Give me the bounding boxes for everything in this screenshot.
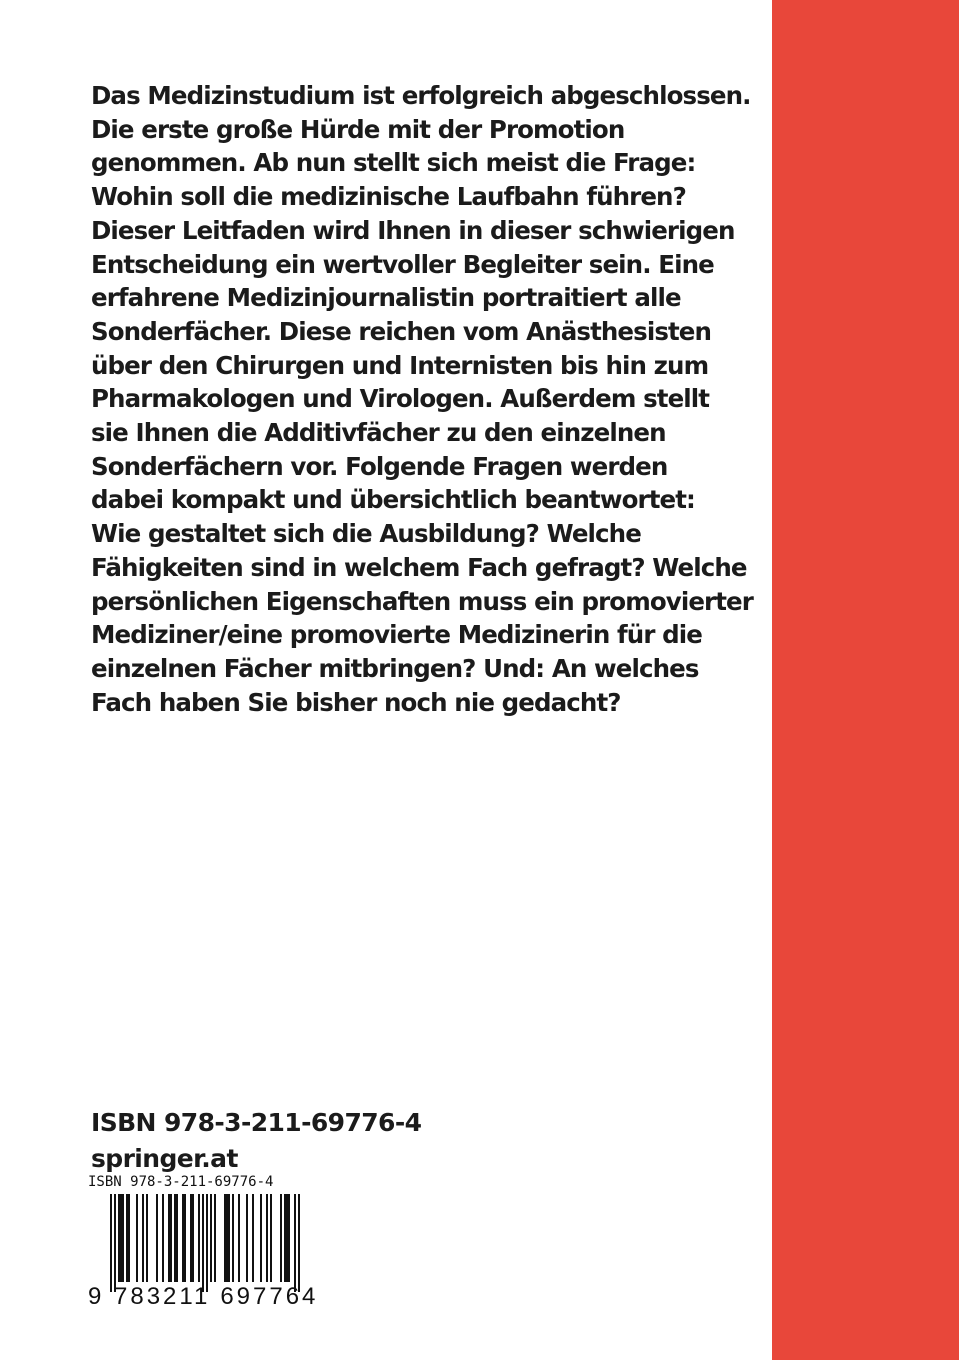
barcode-guard-bar <box>202 1194 204 1292</box>
barcode-guard-bar <box>114 1194 116 1292</box>
blurb-line: Das Medizinstudium ist erfolgreich abgeschlossen. <box>91 81 751 110</box>
barcode-bar <box>198 1194 200 1282</box>
barcode-bar <box>270 1194 272 1282</box>
barcode-digit-first: 9 <box>88 1283 102 1310</box>
barcode-bar <box>260 1194 262 1282</box>
blurb-line: Pharmakologen und Virologen. Außerdem stellt <box>91 384 710 414</box>
blurb-line: dabei kompakt und übersichtlich beantwortet: <box>91 485 695 515</box>
barcode-bar <box>162 1194 164 1282</box>
blurb-line: Fach haben Sie bisher noch nie gedacht? <box>91 687 621 717</box>
barcode-bar <box>224 1194 230 1282</box>
barcode-bar <box>210 1194 212 1282</box>
barcode-bar <box>190 1194 194 1282</box>
barcode <box>88 1174 328 1314</box>
barcode-bar <box>168 1194 172 1282</box>
barcode-bars <box>88 1194 328 1294</box>
barcode-guard-bar <box>206 1194 208 1292</box>
barcode-bar <box>142 1194 144 1282</box>
barcode-caption: ISBN 978-3-211-69776-4 <box>88 1174 274 1190</box>
barcode-bar <box>232 1194 234 1282</box>
barcode-guard-bar <box>110 1194 112 1292</box>
blurb-line: erfahrene Medizinjournalistin portraitiert alle <box>91 283 681 313</box>
blurb-line: Wohin soll die medizinische Laufbahn führen? <box>91 182 686 212</box>
publisher-website: springer.at <box>91 1144 238 1173</box>
barcode-bar <box>246 1194 248 1282</box>
isbn-block <box>91 1105 421 1177</box>
barcode-bar <box>156 1194 158 1282</box>
barcode-bar <box>266 1194 268 1282</box>
barcode-bar <box>174 1194 178 1282</box>
blurb-line: einzelnen Fächer mitbringen? Und: An welches <box>91 653 699 683</box>
barcode-digits-right: 697764 <box>220 1283 319 1310</box>
blurb-line: über den Chirurgen und Internisten bis hin zum <box>91 350 709 380</box>
back-cover-blurb <box>91 79 771 719</box>
isbn-number: ISBN 978-3-211-69776-4 <box>91 1108 422 1137</box>
red-side-band <box>772 0 959 1360</box>
blurb-line: sie Ihnen die Additivfächer zu den einzelnen <box>91 418 666 448</box>
barcode-bar <box>214 1194 216 1282</box>
barcode-bar <box>238 1194 240 1282</box>
barcode-bar <box>118 1194 124 1282</box>
blurb-line: persönlichen Eigenschaften muss ein promovierter <box>91 586 753 616</box>
barcode-digits-left: 783211 <box>114 1283 211 1310</box>
blurb-line: Mediziner/eine promovierte Medizinerin für die <box>91 620 702 650</box>
barcode-bar <box>126 1194 130 1282</box>
blurb-line: Sonderfächern vor. Folgende Fragen werden <box>91 451 668 481</box>
barcode-bar <box>146 1194 148 1282</box>
barcode-digits <box>88 1284 328 1310</box>
barcode-bar <box>182 1194 186 1282</box>
blurb-line: Sonderfächer. Diese reichen vom Anästhesisten <box>91 316 712 346</box>
barcode-bar <box>284 1194 290 1282</box>
barcode-bar <box>136 1194 138 1282</box>
blurb-line: Entscheidung ein wertvoller Begleiter sein. Eine <box>91 249 714 279</box>
blurb-line: Wie gestaltet sich die Ausbildung? Welche <box>91 519 641 549</box>
barcode-bar <box>252 1194 254 1282</box>
barcode-bar <box>280 1194 282 1282</box>
barcode-guard-bar <box>298 1194 300 1292</box>
blurb-line: Fähigkeiten sind in welchem Fach gefragt? Welche <box>91 552 747 582</box>
blurb-line: Die erste große Hürde mit der Promotion <box>91 114 625 144</box>
blurb-line: genommen. Ab nun stellt sich meist die Frage: <box>91 148 696 178</box>
barcode-guard-bar <box>294 1194 296 1292</box>
blurb-line: Dieser Leitfaden wird Ihnen in dieser schwierigen <box>91 215 735 245</box>
